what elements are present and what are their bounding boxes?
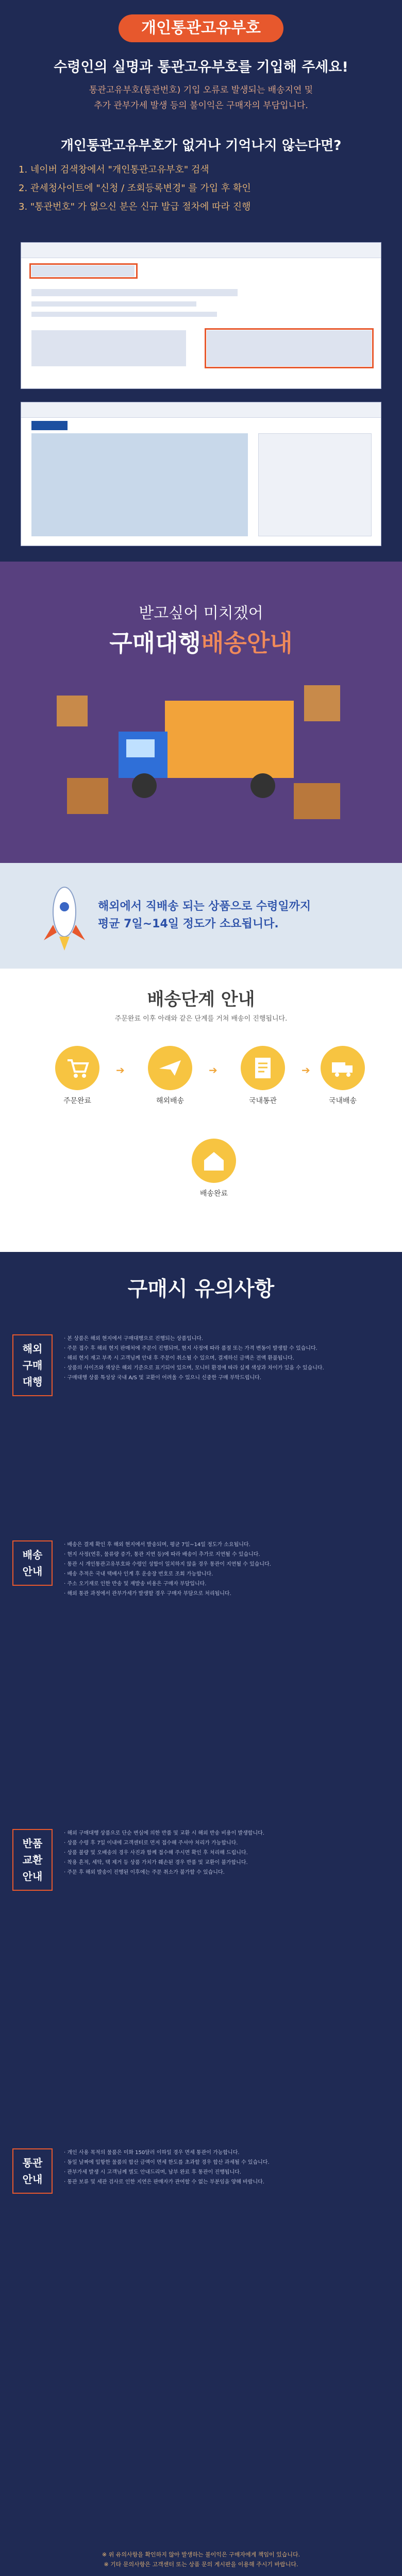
result-card — [31, 330, 186, 366]
care-line: · 배송 추적은 국내 택배사 인계 후 운송장 번호로 조회 가능합니다. — [64, 1571, 213, 1577]
shipping-title-white: 구매대행 — [109, 629, 201, 657]
flow-step-label: 국내배송 — [328, 1097, 357, 1105]
care-footer-line: ※ 위 유의사항을 확인하지 않아 발생하는 불이익은 구매자에게 책임이 있습니다. — [102, 2551, 300, 2558]
precautions-section — [0, 1252, 402, 2576]
care-tag: 통관 안내 — [12, 2148, 53, 2194]
search-screenshot — [21, 242, 381, 389]
notice-line: 평균 7일~14일 정도가 소요됩니다. — [98, 918, 279, 930]
care-body — [64, 1540, 389, 1599]
result-line — [31, 301, 196, 307]
care-line: · 배송은 결제 확인 후 해외 현지에서 발송되며, 평균 7일~14일 정도가 소요됩니다. — [64, 1542, 250, 1548]
shipping-flow-section — [0, 969, 402, 1252]
customs-lead: 수령인의 실명과 통관고유부호를 기입해 주세요! — [54, 59, 348, 75]
box-icon — [67, 778, 108, 814]
flow-title: 배송단계 안내 — [147, 989, 255, 1010]
flow-step-complete — [186, 1139, 242, 1198]
care-line: · 현지 사정(연휴, 물류량 증가, 통관 지연 등)에 따라 배송이 추가로 지연될 수 있습니다. — [64, 1552, 260, 1557]
wheel-icon — [132, 773, 157, 798]
box-icon — [57, 696, 88, 726]
care-line: · 상품 불량 및 오배송의 경우 사진과 함께 접수해 주시면 확인 후 처리해 드립니다. — [64, 1850, 248, 1856]
result-highlight — [205, 328, 374, 368]
care-body — [64, 1829, 389, 1878]
browser-bar — [21, 402, 381, 418]
rocket-icon — [36, 881, 93, 953]
customs-sub-line: 통관고유부호(통관번호) 기입 오류로 발생되는 배송지연 및 — [89, 85, 313, 95]
customs-sub — [31, 82, 371, 113]
care-line: · 통관 보류 및 세관 검사로 인한 지연은 판매자가 관여할 수 없는 부분임을 양해 바랍니다. — [64, 2179, 264, 2185]
care-line: · 해외 통관 과정에서 관부가세가 발생할 경우 구매자 부담으로 처리됩니다. — [64, 1591, 231, 1597]
arrow-icon: ➔ — [116, 1064, 125, 1076]
care-line: · 상품 수령 후 7일 이내에 고객센터로 먼저 접수해 주셔야 처리가 가능합니다. — [64, 1840, 238, 1846]
wheel-icon — [250, 773, 275, 798]
care-body — [64, 2148, 389, 2188]
care-line: · 통관 시 개인통관고유부호와 수령인 성함이 일치하지 않을 경우 통관이 지연될 수 있습니다. — [64, 1562, 271, 1567]
customs-code-section — [0, 0, 402, 562]
flow-step-label: 배송완료 — [199, 1190, 228, 1198]
truck-window — [126, 739, 155, 757]
customs-step: 1. 네이버 검색창에서 "개인통관고유부호" 검색 — [19, 164, 209, 175]
truck-icon — [321, 1046, 365, 1090]
care-line: · 동일 날짜에 입항한 물품의 합산 금액이 면세 한도를 초과할 경우 합산 과세될 수 있습니다. — [64, 2160, 270, 2165]
customs-banner — [31, 433, 248, 536]
plane-icon — [148, 1046, 192, 1090]
care-body — [64, 1334, 389, 1383]
customs-sub-line: 추가 관부가세 발생 등의 불이익은 구매자의 부담입니다. — [94, 100, 308, 111]
care-line: · 착용 흔적, 세탁, 택 제거 등 상품 가치가 훼손된 경우 반품 및 교환이 불가합니다. — [64, 1860, 248, 1866]
flow-step-label: 국내통관 — [248, 1097, 277, 1105]
customs-logo — [31, 421, 68, 430]
care-line: · 구매대행 상품 특성상 국내 A/S 및 교환이 어려울 수 있으니 신중한 구매 부탁드립니다. — [64, 1375, 262, 1381]
browser-bar — [21, 243, 381, 258]
shipping-small-title: 받고싶어 미치겠어 — [139, 604, 263, 622]
arrow-icon: ➔ — [301, 1064, 310, 1076]
care-row — [12, 2148, 390, 2509]
shipping-header-section — [0, 562, 402, 863]
care-row — [12, 1540, 390, 1798]
customs-site-screenshot — [21, 402, 381, 546]
customs-step: 3. "통관번호" 가 없으신 분은 신규 발급 절차에 따라 진행 — [19, 201, 251, 212]
care-tag: 해외 구매 대행 — [12, 1334, 53, 1396]
care-row — [12, 1334, 390, 1510]
care-row — [12, 1829, 390, 2087]
care-line: · 주문 후 해외 발송이 진행된 이후에는 주문 취소가 불가할 수 있습니다. — [64, 1870, 225, 1875]
customs-login-panel — [258, 433, 372, 536]
house-icon — [192, 1139, 236, 1183]
care-tag: 배송 안내 — [12, 1540, 53, 1586]
arrow-icon: ➔ — [209, 1064, 217, 1076]
care-footer-body — [12, 2550, 390, 2570]
shipping-title-orange: 배송안내 — [201, 629, 293, 657]
flow-step-domestic-placeholder — [314, 1046, 371, 1106]
precautions-title: 구매시 유의사항 — [127, 1277, 275, 1301]
result-line — [31, 312, 217, 317]
delivery-notice-text — [98, 898, 387, 933]
care-line: · 본 상품은 해외 현지에서 구매대행으로 진행되는 상품입니다. — [64, 1336, 204, 1342]
customs-question: 개인통관고유부호가 없거나 기억나지 않는다면? — [60, 138, 342, 154]
flow-step-order — [49, 1046, 106, 1106]
box-icon — [304, 685, 340, 721]
delivery-notice-section — [0, 863, 402, 969]
flow-step-label: 해외배송 — [156, 1097, 185, 1105]
care-line: · 관부가세 발생 시 고객님께 별도 안내드리며, 납부 완료 후 통관이 진행됩니다. — [64, 2170, 241, 2175]
flow-description: 주문완료 이후 아래와 같은 단계를 거쳐 배송이 진행됩니다. — [114, 1015, 288, 1023]
care-footer-line: ※ 기타 문의사항은 고객센터 또는 상품 문의 게시판을 이용해 주시기 바랍니다. — [104, 2561, 298, 2568]
shipping-big-title — [0, 624, 402, 658]
care-footer — [12, 2550, 390, 2576]
customs-steps — [19, 161, 383, 216]
care-line: · 해외 현지 재고 부족 시 고객님께 안내 후 주문이 취소될 수 있으며, 결제하신 금액은 전액 환불됩니다. — [64, 1355, 294, 1361]
truck-illustration — [46, 665, 356, 835]
care-line: · 주문 접수 후 해외 현지 판매처에 주문이 진행되며, 현지 사정에 따라 품절 또는 가격 변동이 발생할 수 있습니다. — [64, 1346, 317, 1351]
flow-step-customs — [234, 1046, 291, 1106]
flow-step-label: 주문완료 — [63, 1097, 92, 1105]
box-icon — [294, 783, 340, 819]
search-highlight — [29, 263, 138, 279]
flow-step-overseas — [142, 1046, 198, 1106]
care-line: · 상품의 사이즈와 색상은 해외 기준으로 표기되어 있으며, 모니터 환경에 따라 실제 색상과 차이가 있을 수 있습니다. — [64, 1365, 324, 1371]
care-line: · 주소 오기재로 인한 반송 및 재발송 비용은 구매자 부담입니다. — [64, 1581, 207, 1587]
document-icon — [241, 1046, 285, 1090]
truck-cargo — [165, 701, 294, 778]
notice-line: 해외에서 직배송 되는 상품으로 수령일까지 — [98, 900, 311, 913]
care-tag: 반품 교환 안내 — [12, 1829, 53, 1891]
customs-ribbon: 개인통관고유부호 — [119, 14, 283, 42]
care-line: · 개인 사용 목적의 물품은 미화 150달러 이하일 경우 면세 통관이 가능합니다. — [64, 2150, 240, 2156]
care-line: · 해외 구매대행 상품으로 단순 변심에 의한 반품 및 교환 시 해외 반송 비용이 발생합니다. — [64, 1831, 264, 1836]
cart-icon — [55, 1046, 99, 1090]
customs-step: 2. 관세청사이트에 "신청 / 조회등록변경" 를 가입 후 확인 — [19, 183, 251, 194]
result-line — [31, 289, 238, 296]
